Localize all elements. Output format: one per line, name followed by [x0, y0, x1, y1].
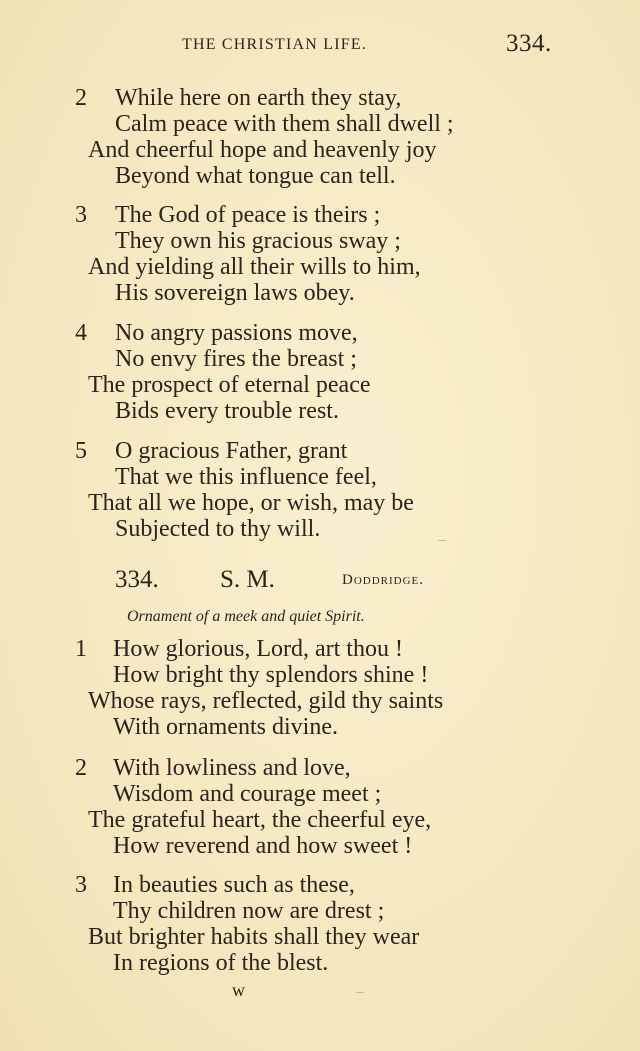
verse-line: In beauties such as these,: [113, 872, 355, 898]
stanza-number: 2: [75, 755, 87, 781]
verse-line: With ornaments divine.: [113, 714, 338, 740]
hymn-author: Doddridge.: [342, 572, 425, 588]
verse-line: His sovereign laws obey.: [115, 280, 355, 306]
verse-line: How glorious, Lord, art thou !: [113, 636, 403, 662]
verse-line: How bright thy splendors shine !: [113, 662, 429, 688]
stanza-number: 3: [75, 872, 87, 898]
paper-speck: [356, 992, 364, 993]
verse-line: With lowliness and love,: [113, 755, 351, 781]
stanza-number: 3: [75, 202, 87, 228]
verse-line: The prospect of eternal peace: [88, 372, 371, 398]
verse-line: And cheerful hope and heavenly joy: [88, 137, 437, 163]
verse-line: Bids every trouble rest.: [115, 398, 339, 424]
verse-line: In regions of the blest.: [113, 950, 329, 976]
hymn-meter: S. M.: [220, 566, 275, 593]
verse-line: They own his gracious sway ;: [115, 228, 401, 254]
verse-line: But brighter habits shall they wear: [88, 924, 420, 950]
signature-mark: w: [232, 980, 245, 1000]
verse-line: No angry passions move,: [115, 320, 358, 346]
paper-speck: [438, 540, 446, 541]
stanza-number: 1: [75, 636, 87, 662]
running-head: THE CHRISTIAN LIFE.: [182, 36, 368, 53]
verse-line: The God of peace is theirs ;: [115, 202, 381, 228]
hymn-heading: [0, 566, 640, 598]
verse-line: Calm peace with them shall dwell ;: [115, 111, 454, 137]
verse-line: That we this influence feel,: [115, 464, 377, 490]
page-number: 334.: [506, 30, 552, 57]
verse-line: That all we hope, or wish, may be: [88, 490, 414, 516]
stanza-number: 5: [75, 438, 87, 464]
verse-line: Whose rays, reflected, gild thy saints: [88, 688, 444, 714]
verse-line: Thy children now are drest ;: [113, 898, 385, 924]
verse-line: How reverend and how sweet !: [113, 833, 413, 859]
verse-line: O gracious Father, grant: [115, 438, 348, 464]
verse-line: Beyond what tongue can tell.: [115, 163, 396, 189]
verse-line: Subjected to thy will.: [115, 516, 321, 542]
verse-line: The grateful heart, the cheerful eye,: [88, 807, 432, 833]
verse-line: And yielding all their wills to him,: [88, 254, 421, 280]
hymn-number: 334.: [115, 566, 159, 593]
stanza-number: 4: [75, 320, 87, 346]
stanza-number: 2: [75, 85, 87, 111]
verse-line: While here on earth they stay,: [115, 85, 402, 111]
verse-line: No envy fires the breast ;: [115, 346, 357, 372]
hymn-subtitle: Ornament of a meek and quiet Spirit.: [127, 608, 365, 625]
verse-line: Wisdom and courage meet ;: [113, 781, 382, 807]
